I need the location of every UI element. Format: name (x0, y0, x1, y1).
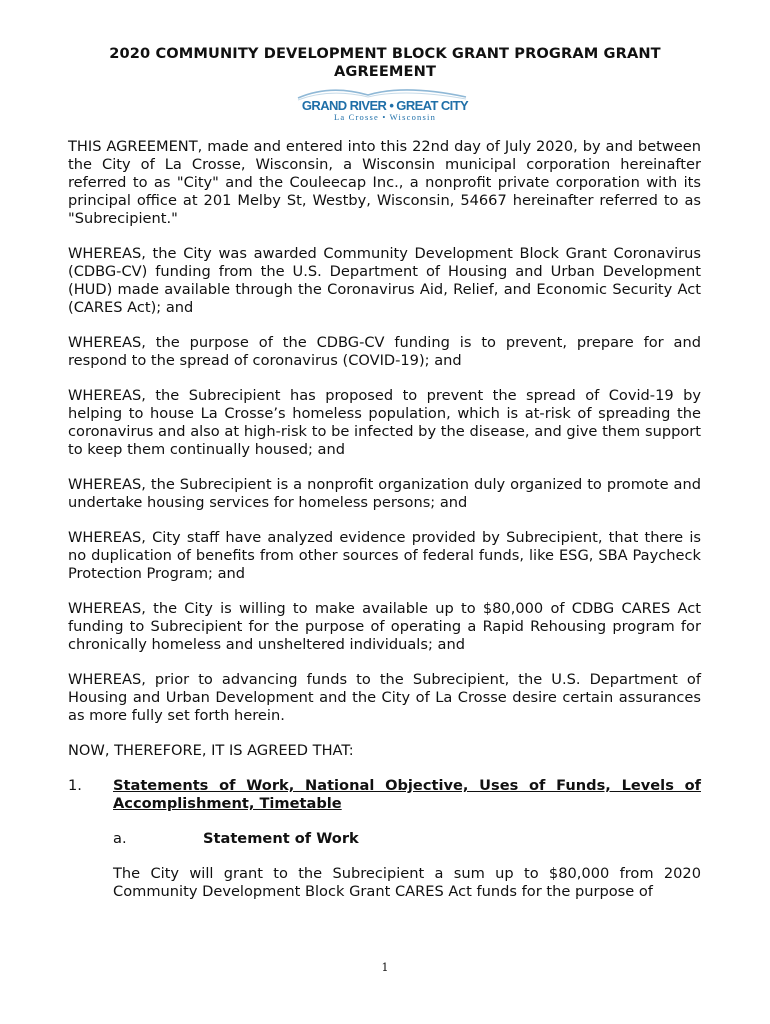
page-number: 1 (381, 961, 389, 974)
whereas-paragraph: WHEREAS, the purpose of the CDBG-CV funding is to prevent, prepare for and respond to the spread of coronavirus (COVID-19); and (68, 334, 701, 369)
section-number: 1. (68, 777, 82, 794)
logo-sub-text: La Crosse • Wisconsin (333, 112, 437, 122)
document-body (68, 138, 701, 918)
whereas-paragraph: WHEREAS, the Subrecipient has proposed to prevent the spread of Covid-19 by helping to house La Crosse’s homeless population, which is at-risk of spreading the coronavirus and also at high-risk to be infected by the disease, and give them support to keep them continually housed; and (68, 387, 701, 458)
subsection-heading: Statement of Work (203, 830, 359, 847)
agreement-intro-paragraph: THIS AGREEMENT, made and entered into this 22nd day of July 2020, by and between the City of La Crosse, Wisconsin, a Wisconsin municipal corporation hereinafter referred to as "City" and the Couleecap Inc., a nonprofit private corporation with its principal office at 201 Melby St, Westby, Wisconsin, 54667 hereinafter referred to as "Subrecipient." (68, 138, 701, 227)
section-1 (68, 777, 701, 813)
now-therefore-line: NOW, THEREFORE, IT IS AGREED THAT: (68, 742, 354, 759)
logo-main-text: GRAND RIVER • GREAT CITY (301, 98, 469, 113)
section-heading: Statements of Work, National Objective, Uses of Funds, Levels of Accomplishment, Timetable (113, 777, 701, 812)
whereas-paragraph: WHEREAS, City staff have analyzed evidence provided by Subrecipient, that there is no duplication of benefits from other sources of federal funds, like ESG, SBA Paycheck Protection Program; and (68, 529, 701, 582)
whereas-paragraph: WHEREAS, the Subrecipient is a nonprofit organization duly organized to promote and undertake housing services for homeless persons; and (68, 476, 701, 511)
subsection-letter: a. (113, 830, 127, 847)
whereas-paragraph: WHEREAS, the City is willing to make available up to $80,000 of CDBG CARES Act funding to Subrecipient for the purpose of operating a Rapid Rehousing program for chronically homeless and unsheltered individuals; and (68, 600, 701, 653)
whereas-paragraph: WHEREAS, prior to advancing funds to the Subrecipient, the U.S. Department of Housing and Urban Development and the City of La Crosse desire certain assurances as more fully set forth herein. (68, 671, 701, 724)
statement-of-work-text: The City will grant to the Subrecipient a sum up to $80,000 from 2020 Community Development Block Grant CARES Act funds for the purpose of (113, 865, 701, 900)
subsection-a (113, 830, 701, 848)
city-logo (290, 86, 480, 122)
city-logo-graphic (290, 86, 480, 122)
document-title: 2020 COMMUNITY DEVELOPMENT BLOCK GRANT PROGRAM GRANT AGREEMENT (109, 45, 661, 80)
whereas-paragraph: WHEREAS, the City was awarded Community Development Block Grant Coronavirus (CDBG-CV) funding from the U.S. Department of Housing and Urban Development (HUD) made available through the Coronavirus Aid, Relief, and Economic Security Act (CARES Act); and (68, 245, 701, 316)
